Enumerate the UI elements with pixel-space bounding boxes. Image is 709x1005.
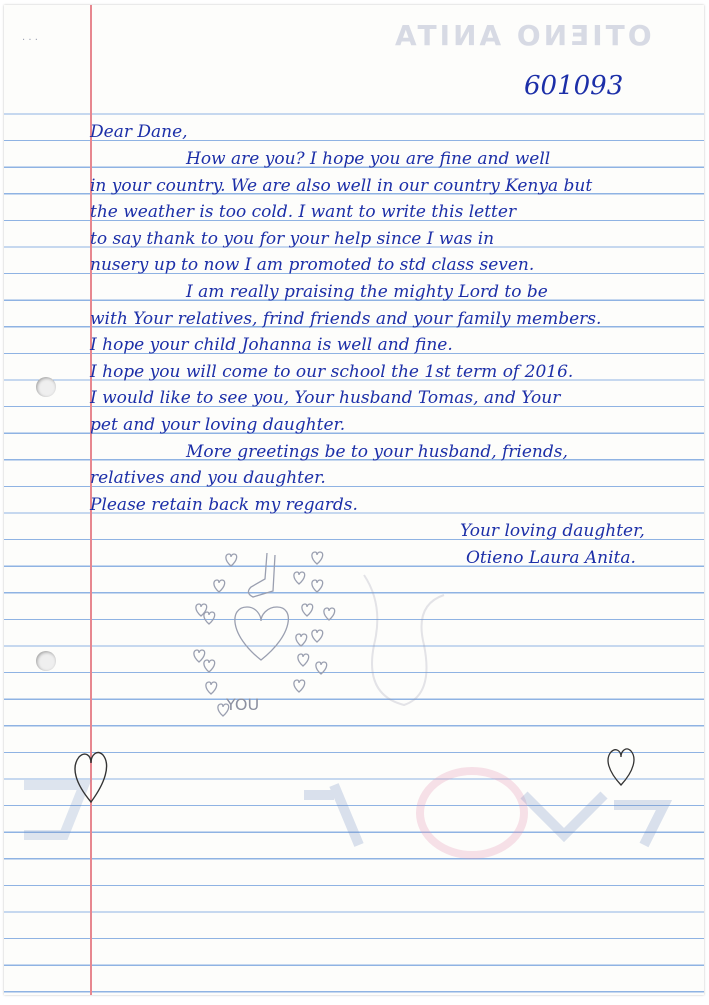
- student-id-number: 601093: [524, 71, 624, 101]
- hearts-drawing: [189, 545, 349, 735]
- heart-right-icon: [604, 745, 638, 789]
- letter-line: pet and your loving daughter.: [90, 415, 346, 435]
- small-heart-icon: [214, 580, 225, 592]
- small-heart-icon: [296, 634, 307, 646]
- letter-line: Please retain back my regards.: [90, 494, 358, 515]
- letter-line: I would like to see you, Your husband Tomas, and Your: [90, 388, 561, 409]
- small-heart-icon: [204, 660, 215, 672]
- letter-line: with Your relatives, frind friends and your family members.: [90, 308, 602, 329]
- letter-line: in your country. We are also well in our country Kenya but: [90, 175, 593, 196]
- small-heart-icon: [312, 630, 323, 642]
- small-heart-icon: [196, 604, 207, 616]
- letter-closing: Your loving daughter,: [460, 521, 645, 541]
- small-heart-icon: [294, 680, 305, 692]
- letter-line: How are you? I hope you are fine and well: [186, 149, 551, 169]
- letter-line: relatives and you daughter.: [90, 468, 326, 489]
- letter-line: I hope your child Johanna is well and fine.: [90, 335, 453, 356]
- letter-line: to say thank to you for your help since I was in: [90, 228, 495, 249]
- notebook-page: [4, 5, 704, 995]
- small-heart-icon: [316, 662, 327, 674]
- show-through-name: OTIENO ANITA: [392, 19, 652, 52]
- small-heart-icon: [206, 682, 217, 694]
- small-heart-icon: [312, 552, 323, 564]
- large-heart-icon: [235, 607, 288, 660]
- small-heart-icon: [324, 608, 335, 620]
- small-heart-icon: [312, 580, 323, 592]
- letter-signature: Otieno Laura Anita.: [466, 548, 636, 568]
- small-heart-icon: [298, 654, 309, 666]
- small-heart-icon: [302, 604, 313, 616]
- letter-line: More greetings be to your husband, friends,: [186, 441, 568, 462]
- letter-line: nusery up to now I am promoted to std class seven.: [90, 255, 535, 276]
- heart-left-icon: [71, 747, 111, 807]
- letter-line: I am really praising the mighty Lord to be: [186, 282, 548, 302]
- letter-greeting: Dear Dane,: [90, 122, 188, 142]
- small-heart-icon: [294, 572, 305, 584]
- letter-line: I hope you will come to our school the 1st term of 2016.: [90, 361, 574, 382]
- small-heart-icon: [226, 554, 237, 566]
- small-heart-icon: [204, 612, 215, 624]
- drawing-caption: YOU: [226, 695, 260, 714]
- letter-line: the weather is too cold. I want to write this letter: [90, 202, 517, 223]
- small-heart-icon: [194, 650, 205, 662]
- sock-icon: [248, 553, 275, 597]
- stray-dots: · · ·: [22, 35, 38, 46]
